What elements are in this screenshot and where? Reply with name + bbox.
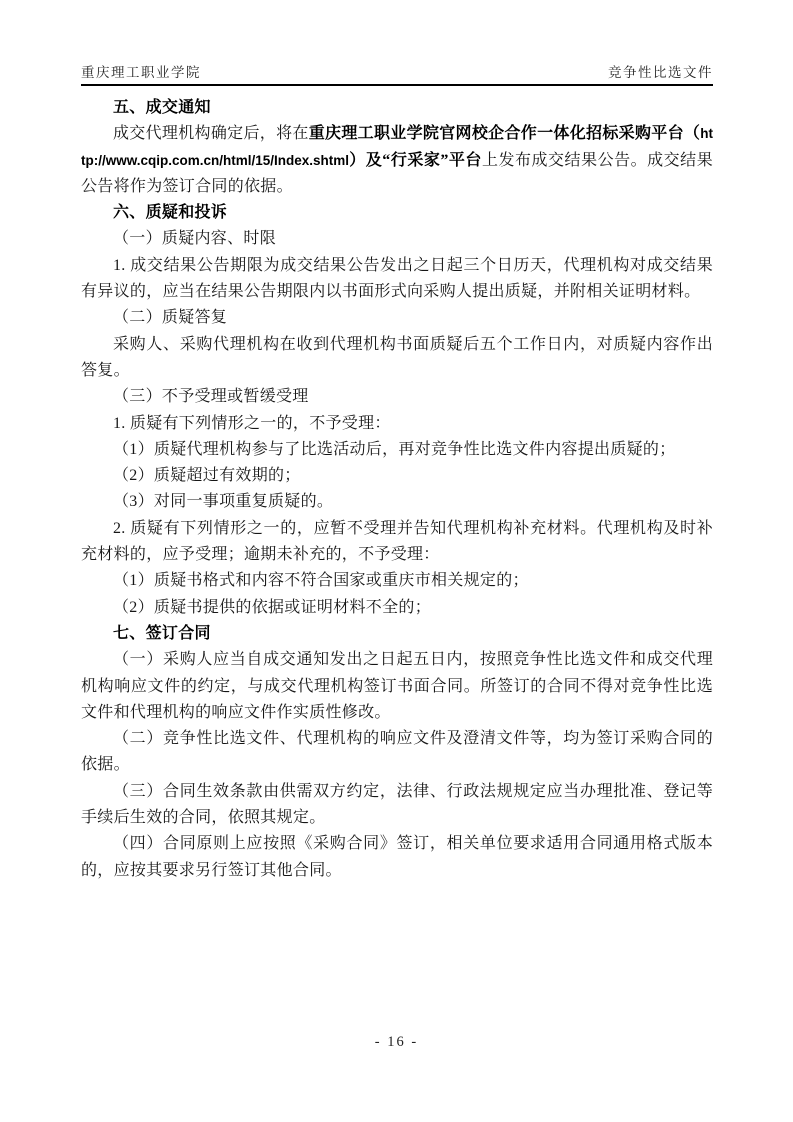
paragraph: （3）对同一事项重复质疑的。 [113, 493, 334, 511]
paragraph: （三）不予受理或暂缓受理 [113, 388, 309, 406]
section-heading: 七、签订合同 [113, 624, 211, 642]
document-body [81, 95, 713, 884]
paragraph: （二）竞争性比选文件、代理机构的响应文件及澄清文件等，均为签订采购合同的依据。 [81, 730, 713, 774]
paragraph: （一）采购人应当自成交通知发出之日起五日内，按照竞争性比选文件和成交代理机构响应文件的约定，与成交代理机构签订书面合同。所签订的合同不得对竞争性比选文件和代理机构的响应文件作实质性修改。 [81, 651, 713, 721]
section-heading: 五、成交通知 [113, 99, 211, 116]
header-right-text: 竞争性比选文件 [608, 65, 713, 80]
paragraph: （2）质疑书提供的依据或证明材料不全的； [113, 598, 432, 616]
paragraph: 1. 质疑有下列情形之一的，不予受理： [113, 414, 391, 432]
paragraph: （一）质疑内容、时限 [113, 230, 277, 248]
page-number: - 16 - [374, 1034, 419, 1050]
paragraph: （2）质疑超过有效期的； [113, 467, 301, 485]
text-segment: 重庆理工职业学院官网校企合作一体化招标采购平台（ [308, 125, 701, 143]
page-footer [0, 1034, 793, 1051]
section-heading: 六、质疑和投诉 [113, 204, 228, 222]
paragraph: 2. 质疑有下列情形之一的，应暂不受理并告知代理机构补充材料。代理机构及时补充材料的，应予受理；逾期未补充的，不予受理： [81, 519, 713, 564]
header-left-text: 重庆理工职业学院 [81, 65, 201, 80]
paragraph: （1）质疑书格式和内容不符合国家或重庆市相关规定的； [113, 572, 529, 590]
paragraph: 1. 成交结果公告期限为成交结果公告发出之日起三个日历天，代理机构对成交结果有异议的，应当在结果公告期限内以书面形式向采购人提出质疑，并附相关证明材料。 [81, 256, 713, 301]
paragraph: （二）质疑答复 [113, 309, 228, 327]
inline-url: http://www.cqip.com.cn/html/15/Index.shtml [81, 126, 713, 168]
text-segment: 上发布成交结果公告。成交结果公告将作为签订合同的依据。 [81, 151, 714, 195]
paragraph: 采购人、采购代理机构在收到代理机构书面质疑后五个工作日内，对质疑内容作出答复。 [81, 335, 713, 379]
paragraph: （三）合同生效条款由供需双方约定，法律、行政法规规定应当办理批准、登记等手续后生效的合同，依照其规定。 [81, 782, 713, 827]
page-header [81, 61, 713, 81]
text-segment: 成交代理机构确定后，将在 [113, 125, 309, 143]
paragraph [81, 121, 713, 200]
header-rule [81, 84, 713, 86]
paragraph: （1）质疑代理机构参与了比选活动后，再对竞争性比选文件内容提出质疑的； [113, 440, 676, 458]
paragraph: （四）合同原则上应按照《采购合同》签订，相关单位要求适用合同通用格式版本的，应按其要求另行签订其他合同。 [81, 835, 713, 879]
text-segment: ）及“行采家”平台 [349, 151, 482, 169]
